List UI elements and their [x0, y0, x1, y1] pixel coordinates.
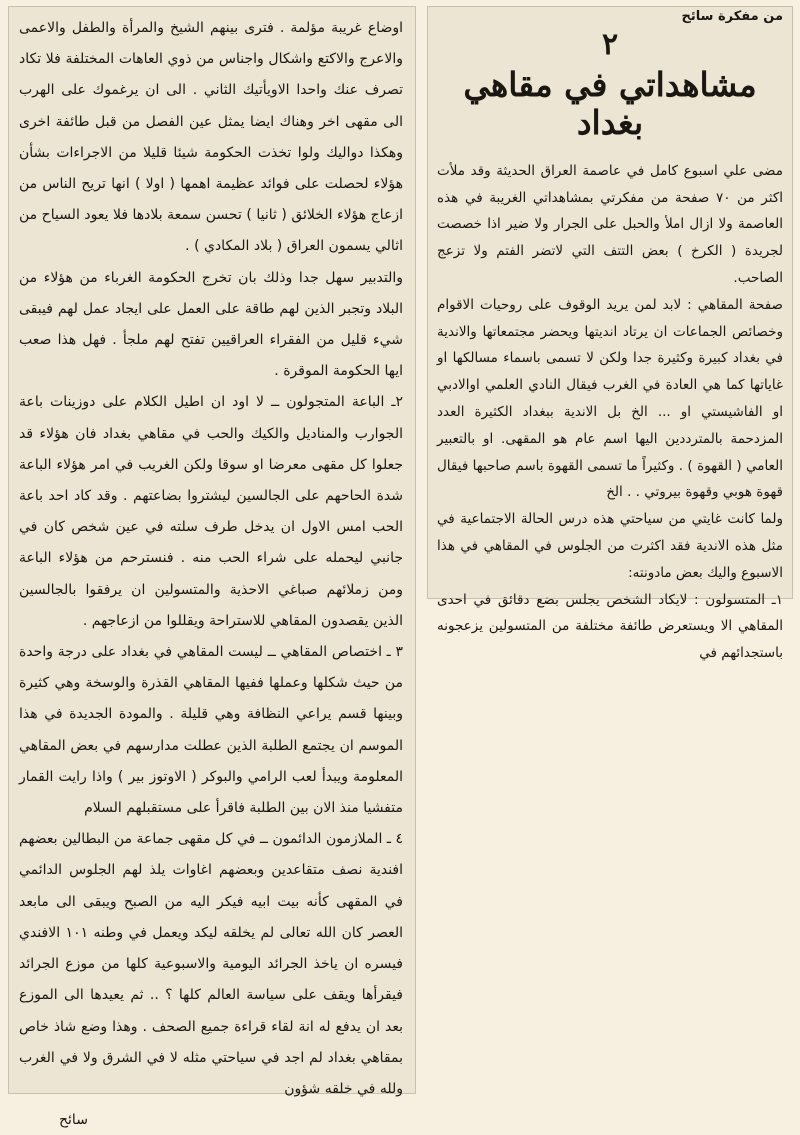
series-number: ٢: [601, 27, 619, 62]
vendors-paragraph: ٢ـ الباعة المتجولون ــ لا اود ان اطيل الكلام على دوزينات باعة الجوارب والمناديل والكيك والحب في مقاهي بغداد فان هؤلاء قد جعلوا كل مقهى معرضا او سوقا ولكن الغريب في امر هؤلاء الباعة شدة الحاحهم على الجالسين ليشتروا بضاعتهم . وقد كاد احد باعة الحب امس الاول ان يدخل طرف سلته في عين شخص كان في جانبي ليحمله على شراء الحب منه . فنسترحم من هؤلاء الباعة ومن زملائهم صباغي الاحذية والمتسولين ان يرفقوا بالجالسين الذين يقصدون المقاهي للاستراحة ويقللوا من ازعاجهم .: [19, 394, 403, 629]
beggars-paragraph-continued: اوضاع غريبة مؤلمة . فترى بينهم الشيخ والمرأة والطفل والاعمى والاعرج والاكتع واشكال واجناس من ذوي العاهات المختلفة فلا تكاد تصرف عنك واحدا الاويأتيك الثاني . الى ان يرغموك على الهرب الى مقهى اخر وهناك ايضا يمثل عين الفصل من قبل طائفة اخرى وهكذا دواليك ولوا تخذت الحكومة شيئا قليلا من الاجراءات بشأن هؤلاء لحصلت على فوائد عظيمة اهمها ( اولا ) انها تريح الناس من ازعاج هؤلاء الخلائق ( ثانيا ) تحسن سمعة بلادها فلا يعود السياح من اثالي يسمون العراق ( بلاد المكادي ) .: [19, 20, 403, 255]
intro-paragraph: مضى علي اسبوع كامل في عاصمة العراق الحديثة وقد ملأت اكثر من ٧٠ صفحة من مفكرتي بمشاهداتي الغريبة في هذه العاصمة ولا ازال املأ والحبل على الجرار ولا ضير اذا خصصت لجريدة ( الكرخ ) بعض التتف التي لاتضر الفتم ولا تزعج الصاحب.: [437, 162, 784, 287]
cafe-types-paragraph: ٣ ـ اختصاص المقاهي ــ ليست المقاهي في بغداد على درجة واحدة من حيث شكلها وعملها ففيها المقاهي القذرة والوسخة وهي كثيرة وبينها قسم يراعي النظافة وهي قليلة . والمودة الجديدة في هذا الموسم ان يجتمع الطلبة الذين عطلت مدارسهم في بعض المقاهي المعلومة ويبدأ لعب الرامي والبوكر ( الاوتوز بير ) واذا رايت القمار متفشيا منذ الان بين الطلبة فاقرأ على مستقبلهم السلام: [19, 644, 403, 817]
remedy-paragraph: والتدبير سهل جدا وذلك بان تخرج الحكومة الغرباء من هؤلاء من البلاد وتجبر الذين لهم طاقة على العمل على ايجاد عمل لهم فيبقى شيء قليل من الفقراء العراقيين تفتح لهم ملجأ . فهل هذا صعب ايها الحكومة الموقرة .: [19, 269, 403, 380]
author-signature: سائح: [59, 1112, 88, 1129]
purpose-paragraph: ولما كانت غايتي من سياحتي هذه درس الحالة الاجتماعية في مثل هذه الاندية فقد اكثرت من الجلوس في المقاهي في هذا الاسبوع واليك بعض مادونته:: [437, 511, 783, 581]
cafes-paragraph: صفحة المقاهي : لابد لمن يريد الوقوف على روحيات الاقوام وخصائص الجماعات ان يرتاد انديتها ويحضر مجتمعاتها والاندية في بغداد كبيرة وكثيرة جدا ولكن لا تسمى باسماء مسالكها او غاياتها كما هي العادة في الغرب فيقال النادي العلمي اوالادبي او الفاشيستي او ... الخ بل الاندية ببغداد الكثيرة العدد المزدحمة بالمترددين اليها اسم عام هو المقهى. او بالتعبير العامي ( القهوة ) . وكثيراً ما تسمى القهوة باسم صاحبها فيقال قهوة هوبي وقهوة بيروتي . . الخ: [437, 296, 783, 501]
article-intro-column: [427, 6, 793, 662]
series-kicker: من مفكرة سائح: [681, 9, 783, 24]
article-continuation-column: [8, 6, 416, 1129]
regulars-paragraph: ٤ ـ الملازمون الدائمون ــ في كل مقهى جماعة من البطالين بعضهم افندية نصف متقاعدين وبعضهم اغاوات يلذ لهم الجلوس الدائمي في المقهى كأنه بيت ابيه فيكر اليه من الصبح ويبقى الى مابعد العصر كان الله تعالى لم يخلقه ليكد ويعمل في وطنه ١٠١ الافندي فيسره ان ياخذ الجرائد اليومية والاسبوعية كلها من موزع الجرائد فيقرأها ويقف على سياسة العالم كلها ؟ .. ثم يعيدها الى الموزع بعد ان يدفع له انة لقاء قراءة جميع الصحف . وهذا وضع شاذ خاص بمقاهي بغداد لم اجد في سياحتي مثله لا في الشرق ولا في الغرب ولله في خلقه شؤون: [19, 831, 403, 1097]
article-headline: مشاهداتي في مقاهي بغداد: [463, 65, 757, 142]
beggars-paragraph-start: ١ـ المتسولون : لايكاد الشخص يجلس بضع دقائق في احدى المقاهي الا ويستعرض طائفة مختلفة من المتسولين يزعجونه باستجدائهم في: [437, 591, 783, 662]
